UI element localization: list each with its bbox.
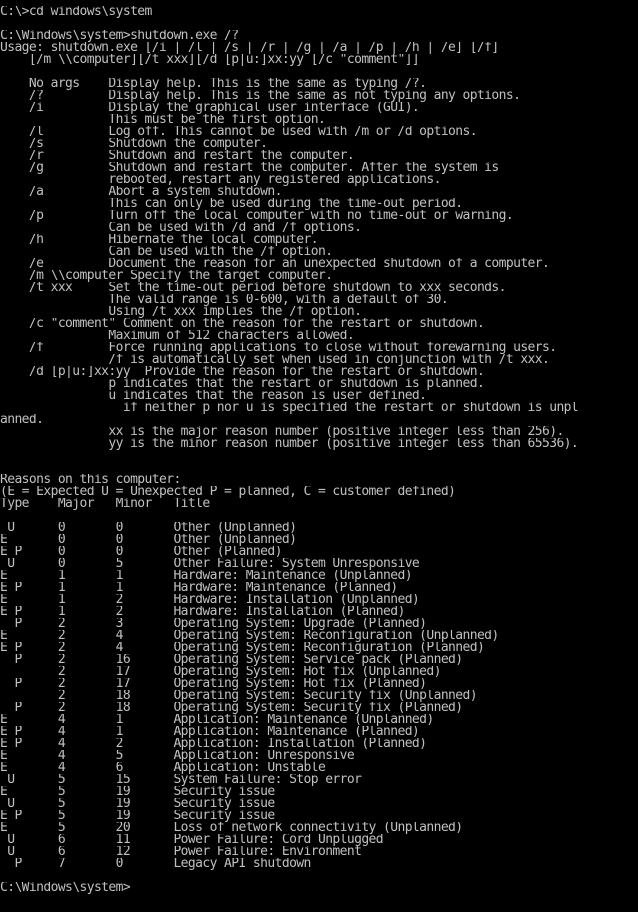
- console-line: E P 0 0 Other (Planned): [0, 546, 282, 558]
- console-line: C:\Windows\system>shutdown.exe /?: [0, 30, 239, 42]
- console-line: E P 1 1 Hardware: Maintenance (Planned): [0, 582, 398, 594]
- console-line: [0, 66, 638, 78]
- console-line: The valid range is 0-600, with a default of 30.: [0, 294, 449, 306]
- console-line: if neither p nor u is specified the restart or shutdown is unpl: [0, 402, 579, 414]
- console-line: No args Display help. This is the same as typing /?.: [0, 78, 427, 90]
- console-line: E P 1 2 Hardware: Installation (Planned): [0, 606, 405, 618]
- console-line: E P 2 4 Operating System: Reconfiguration (Planned): [0, 642, 485, 654]
- console-line: [0, 870, 638, 882]
- console-line: E 4 6 Application: Unstable: [0, 762, 326, 774]
- console-line: This can only be used during the time-out period.: [0, 198, 463, 210]
- console-line: /m \\computer Specify the target computer.: [0, 270, 333, 282]
- console-line: C:\>cd windows\system: [0, 6, 152, 18]
- console-line: This must be the first option.: [0, 114, 326, 126]
- console-line: E 1 2 Hardware: Installation (Unplanned): [0, 594, 420, 606]
- console-output[interactable]: [0, 6, 638, 912]
- console-line: /i Display the graphical user interface (GUI).: [0, 102, 420, 114]
- console-line: Can be used with /d and /f options.: [0, 222, 362, 234]
- console-line: E P 5 19 Security issue: [0, 810, 275, 822]
- console-line: [0, 18, 638, 30]
- console-line: 2 17 Operating System: Hot fix (Unplanned): [0, 666, 441, 678]
- console-line: P 2 17 Operating System: Hot fix (Planned): [0, 678, 427, 690]
- console-line: /c "comment" Comment on the reason for the restart or shutdown.: [0, 318, 485, 330]
- console-line: E P 4 1 Application: Maintenance (Planned): [0, 726, 420, 738]
- console-line: E P 4 2 Application: Installation (Planned): [0, 738, 427, 750]
- console-line: /f Force running applications to close without forewarning users.: [0, 342, 557, 354]
- console-line: [0, 462, 638, 474]
- console-line: E 4 5 Application: Unresponsive: [0, 750, 355, 762]
- console-line: /d [p|u:]xx:yy Provide the reason for the restart or shutdown.: [0, 366, 485, 378]
- console-line: E 1 1 Hardware: Maintenance (Unplanned): [0, 570, 412, 582]
- console-line: /g Shutdown and restart the computer. After the system is: [0, 162, 499, 174]
- console-line: U 6 11 Power Failure: Cord Unplugged: [0, 834, 384, 846]
- console-line: xx is the major reason number (positive integer less than 256).: [0, 426, 564, 438]
- console-line: E 2 4 Operating System: Reconfiguration (Unplanned): [0, 630, 499, 642]
- console-line: U 5 15 System Failure: Stop error: [0, 774, 362, 786]
- console-line: /e Document the reason for an unexpected shutdown of a computer.: [0, 258, 550, 270]
- console-line: Reasons on this computer:: [0, 474, 181, 486]
- console-line: /r Shutdown and restart the computer.: [0, 150, 355, 162]
- console-line: Type Major Minor Title: [0, 498, 210, 510]
- console-line: rebooted, restart any registered applications.: [0, 174, 441, 186]
- console-line: U 0 0 Other (Unplanned): [0, 522, 297, 534]
- console-line: p indicates that the restart or shutdown is planned.: [0, 378, 485, 390]
- console-line: C:\Windows\system>: [0, 882, 131, 894]
- console-line: /h Hibernate the local computer.: [0, 234, 318, 246]
- console-line: /f is automatically set when used in conjunction with /t xxx.: [0, 354, 550, 366]
- console-line: E 5 20 Loss of network connectivity (Unplanned): [0, 822, 463, 834]
- console-line: P 2 18 Operating System: Security fix (Planned): [0, 702, 463, 714]
- console-line: /s Shutdown the computer.: [0, 138, 268, 150]
- console-line: U 0 5 Other Failure: System Unresponsive: [0, 558, 420, 570]
- console-line: (E = Expected U = Unexpected P = planned, C = customer defined): [0, 486, 456, 498]
- console-line: P 2 16 Operating System: Service pack (Planned): [0, 654, 463, 666]
- console-line: E 4 1 Application: Maintenance (Unplanned): [0, 714, 434, 726]
- console-line: E 0 0 Other (Unplanned): [0, 534, 297, 546]
- console-line: Usage: shutdown.exe [/i | /l | /s | /r | /g | /a | /p | /h | /e] [/f]: [0, 42, 499, 54]
- console-line: /p Turn off the local computer with no time-out or warning.: [0, 210, 514, 222]
- console-line: U 6 12 Power Failure: Environment: [0, 846, 362, 858]
- console-line: 2 18 Operating System: Security fix (Unplanned): [0, 690, 477, 702]
- console-line: /l Log off. This cannot be used with /m or /d options.: [0, 126, 477, 138]
- console-line: P 2 3 Operating System: Upgrade (Planned): [0, 618, 427, 630]
- console-line: Can be used with the /f option.: [0, 246, 333, 258]
- console-line: E 5 19 Security issue: [0, 786, 275, 798]
- console-line: [0, 450, 638, 462]
- console-line: [/m \\computer][/t xxx][/d [p|u:]xx:yy [/c "comment"]]: [0, 54, 420, 66]
- console-line: Maximum of 512 characters allowed.: [0, 330, 355, 342]
- console-line: P 7 0 Legacy API shutdown: [0, 858, 311, 870]
- console-line: Using /t xxx implies the /f option.: [0, 306, 362, 318]
- console-line: /a Abort a system shutdown.: [0, 186, 282, 198]
- console-line: U 5 19 Security issue: [0, 798, 275, 810]
- console-line: u indicates that the reason is user defined.: [0, 390, 427, 402]
- console-line: yy is the minor reason number (positive integer less than 65536).: [0, 438, 579, 450]
- console-line: [0, 510, 638, 522]
- console-line: /? Display help. This is the same as not typing any options.: [0, 90, 521, 102]
- console-line: anned.: [0, 414, 44, 426]
- console-line: /t xxx Set the time-out period before shutdown to xxx seconds.: [0, 282, 506, 294]
